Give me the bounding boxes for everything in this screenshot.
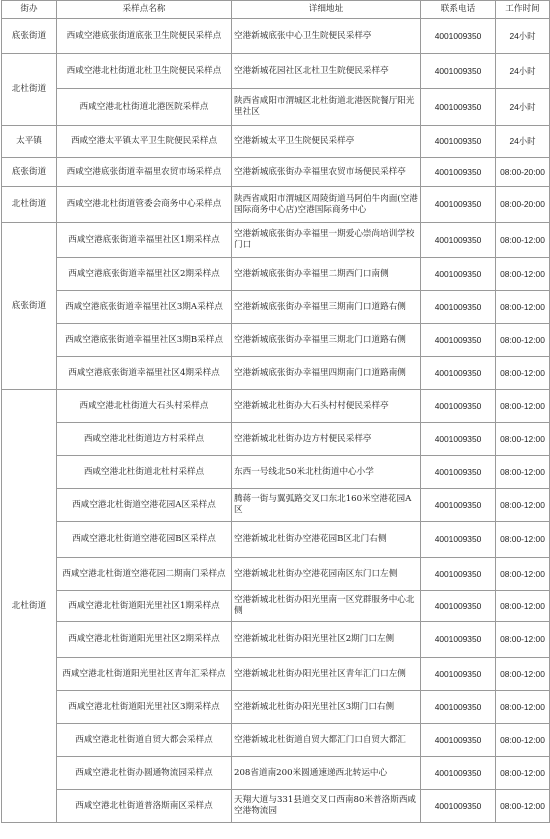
site-name-cell: 西咸空港底张街道幸福里社区2期采样点	[57, 258, 232, 291]
hours-cell: 08:00-12:00	[496, 324, 550, 357]
table-header	[2, 1, 550, 19]
hours-cell: 08:00-12:00	[496, 757, 550, 790]
address-cell: 空港新城北杜街道自贸大都汇门口自贸大都汇	[232, 724, 421, 757]
site-name-cell: 西咸空港底张街道底张卫生院便民采样点	[57, 19, 232, 54]
phone-cell: 4001009350	[421, 456, 496, 489]
table-row	[2, 54, 550, 89]
address-cell: 空港新城底张街办幸福里三期南门口道路右侧	[232, 291, 421, 324]
phone-cell: 4001009350	[421, 423, 496, 456]
phone-cell: 4001009350	[421, 591, 496, 622]
table-row	[2, 89, 550, 126]
phone-cell: 4001009350	[421, 757, 496, 790]
table-row	[2, 291, 550, 324]
site-name-cell: 西咸空港北杜街道大石头村采样点	[57, 390, 232, 423]
phone-cell: 4001009350	[421, 622, 496, 658]
table-row	[2, 456, 550, 489]
site-name-cell: 西咸空港北杜街道自贸大都会采样点	[57, 724, 232, 757]
address-cell: 空港新城太平卫生院便民采样亭	[232, 126, 421, 158]
address-cell: 空港新城北杜街办阳光里社区3期门口右侧	[232, 691, 421, 724]
site-name-cell: 西咸空港北杜街道管委会商务中心采样点	[57, 187, 232, 223]
site-name-cell: 西咸空港北杜街道空港花园二期南门采样点	[57, 558, 232, 591]
table-row	[2, 622, 550, 658]
district-cell: 太平镇	[2, 126, 57, 158]
table-row	[2, 19, 550, 54]
site-name-cell: 西咸空港北杜街道北杜村采样点	[57, 456, 232, 489]
table-row	[2, 390, 550, 423]
hours-cell: 24小时	[496, 126, 550, 158]
district-cell: 北杜街道	[2, 187, 57, 223]
hours-cell: 08:00-12:00	[496, 291, 550, 324]
site-name-cell: 西咸空港底张街道幸福里农贸市场采样点	[57, 158, 232, 187]
address-cell: 陕西省咸阳市渭城区周陵街道马阿伯牛肉面(空港国际商务中心店)空港国际商务中心	[232, 187, 421, 223]
hours-cell: 08:00-12:00	[496, 790, 550, 823]
district-cell: 底张街道	[2, 223, 57, 390]
hours-cell: 08:00-12:00	[496, 258, 550, 291]
address-cell: 空港新城北杜街办边方村便民采样亭	[232, 423, 421, 456]
address-cell: 空港新城底张中心卫生院便民采样亭	[232, 19, 421, 54]
hours-cell: 24小时	[496, 89, 550, 126]
address-cell: 空港新城北杜街办空港花园南区东门口左侧	[232, 558, 421, 591]
address-cell: 陕西省咸阳市渭城区北杜街道北港医院餐厅阳光里社区	[232, 89, 421, 126]
site-name-cell: 西咸空港底张街道幸福里社区3期B采样点	[57, 324, 232, 357]
phone-cell: 4001009350	[421, 158, 496, 187]
address-cell: 东西一号线北50米北杜街道中心小学	[232, 456, 421, 489]
site-name-cell: 西咸空港北杜街办圆通物流园采样点	[57, 757, 232, 790]
phone-cell: 4001009350	[421, 223, 496, 258]
phone-cell: 4001009350	[421, 522, 496, 558]
header-phone: 联系电话	[421, 1, 496, 19]
phone-cell: 4001009350	[421, 89, 496, 126]
site-name-cell: 西咸空港底张街道幸福里社区4期采样点	[57, 357, 232, 390]
address-cell: 空港新城北杜街办大石头村村便民采样亭	[232, 390, 421, 423]
table-row	[2, 158, 550, 187]
site-name-cell: 西咸空港北杜街道阳光里社区3期采样点	[57, 691, 232, 724]
table-row	[2, 126, 550, 158]
hours-cell: 08:00-12:00	[496, 223, 550, 258]
phone-cell: 4001009350	[421, 54, 496, 89]
table-body	[2, 19, 550, 823]
table-row	[2, 489, 550, 522]
hours-cell: 08:00-12:00	[496, 357, 550, 390]
district-cell: 底张街道	[2, 19, 57, 54]
hours-cell: 08:00-12:00	[496, 622, 550, 658]
site-name-cell: 西咸空港北杜街道空港花园A区采样点	[57, 489, 232, 522]
hours-cell: 08:00-12:00	[496, 390, 550, 423]
address-cell: 空港新城底张街办幸福里二期西门口南侧	[232, 258, 421, 291]
hours-cell: 08:00-12:00	[496, 591, 550, 622]
phone-cell: 4001009350	[421, 126, 496, 158]
header-site-name: 采样点名称	[57, 1, 232, 19]
phone-cell: 4001009350	[421, 691, 496, 724]
address-cell: 空港新城底张街办幸福里农贸市场便民采样亭	[232, 158, 421, 187]
phone-cell: 4001009350	[421, 291, 496, 324]
site-name-cell: 西咸空港北杜街道边方村采样点	[57, 423, 232, 456]
table-row	[2, 691, 550, 724]
address-cell: 空港新城北杜街办阳光里社区2期门口左侧	[232, 622, 421, 658]
phone-cell: 4001009350	[421, 489, 496, 522]
phone-cell: 4001009350	[421, 187, 496, 223]
table-row	[2, 724, 550, 757]
table-row	[2, 658, 550, 691]
hours-cell: 08:00-12:00	[496, 558, 550, 591]
table-row	[2, 187, 550, 223]
address-cell: 腾蒋一街与翼弧路交叉口东北160米空港花园A区	[232, 489, 421, 522]
hours-cell: 08:00-20:00	[496, 158, 550, 187]
hours-cell: 08:00-20:00	[496, 187, 550, 223]
header-hours: 工作时间	[496, 1, 550, 19]
site-name-cell: 西咸空港北杜街道阳光里社区青年汇采样点	[57, 658, 232, 691]
phone-cell: 4001009350	[421, 558, 496, 591]
table-row	[2, 423, 550, 456]
hours-cell: 08:00-12:00	[496, 489, 550, 522]
address-cell: 空港新城花园社区北杜卫生院便民采样亭	[232, 54, 421, 89]
district-cell: 北杜街道	[2, 54, 57, 126]
sampling-points-table	[1, 0, 550, 823]
site-name-cell: 西咸空港北杜街道北杜卫生院便民采样点	[57, 54, 232, 89]
phone-cell: 4001009350	[421, 390, 496, 423]
district-cell: 北杜街道	[2, 390, 57, 823]
table-row	[2, 324, 550, 357]
phone-cell: 4001009350	[421, 19, 496, 54]
hours-cell: 08:00-12:00	[496, 691, 550, 724]
address-cell: 空港新城北杜街办阳光里社区青年汇门口左侧	[232, 658, 421, 691]
site-name-cell: 西咸空港底张街道幸福里社区1期采样点	[57, 223, 232, 258]
phone-cell: 4001009350	[421, 658, 496, 691]
site-name-cell: 西咸空港北杜街道空港花园B区采样点	[57, 522, 232, 558]
header-row	[2, 1, 550, 19]
hours-cell: 08:00-12:00	[496, 456, 550, 489]
header-district: 街办	[2, 1, 57, 19]
phone-cell: 4001009350	[421, 724, 496, 757]
district-cell: 底张街道	[2, 158, 57, 187]
header-address: 详细地址	[232, 1, 421, 19]
address-cell: 天翔大道与331县道交叉口西南80米普洛斯西咸空港物流园	[232, 790, 421, 823]
address-cell: 空港新城底张街办幸福里一期爱心崇尚培训学校门口	[232, 223, 421, 258]
address-cell: 空港新城北杜街办空港花园B区北门右侧	[232, 522, 421, 558]
site-name-cell: 西咸空港底张街道幸福里社区3期A采样点	[57, 291, 232, 324]
hours-cell: 24小时	[496, 19, 550, 54]
table-row	[2, 757, 550, 790]
address-cell: 空港新城底张街办幸福里四期南门口道路南侧	[232, 357, 421, 390]
site-name-cell: 西咸空港北杜街道普洛斯南区采样点	[57, 790, 232, 823]
phone-cell: 4001009350	[421, 790, 496, 823]
table-row	[2, 522, 550, 558]
table-row	[2, 223, 550, 258]
hours-cell: 08:00-12:00	[496, 423, 550, 456]
hours-cell: 08:00-12:00	[496, 522, 550, 558]
table-row	[2, 258, 550, 291]
phone-cell: 4001009350	[421, 324, 496, 357]
address-cell: 208省道南200米圆通速递西北转运中心	[232, 757, 421, 790]
phone-cell: 4001009350	[421, 357, 496, 390]
phone-cell: 4001009350	[421, 258, 496, 291]
hours-cell: 08:00-12:00	[496, 658, 550, 691]
hours-cell: 24小时	[496, 54, 550, 89]
site-name-cell: 西咸空港北杜街道阳光里社区1期采样点	[57, 591, 232, 622]
site-name-cell: 西咸空港北杜街道北港医院采样点	[57, 89, 232, 126]
address-cell: 空港新城底张街办幸福里三期北门口道路右侧	[232, 324, 421, 357]
hours-cell: 08:00-12:00	[496, 724, 550, 757]
table-row	[2, 790, 550, 823]
site-name-cell: 西咸空港太平镇太平卫生院便民采样点	[57, 126, 232, 158]
site-name-cell: 西咸空港北杜街道阳光里社区2期采样点	[57, 622, 232, 658]
table-row	[2, 558, 550, 591]
table-row	[2, 591, 550, 622]
address-cell: 空港新城北杜街办阳光里南一区党群服务中心北侧	[232, 591, 421, 622]
table-row	[2, 357, 550, 390]
